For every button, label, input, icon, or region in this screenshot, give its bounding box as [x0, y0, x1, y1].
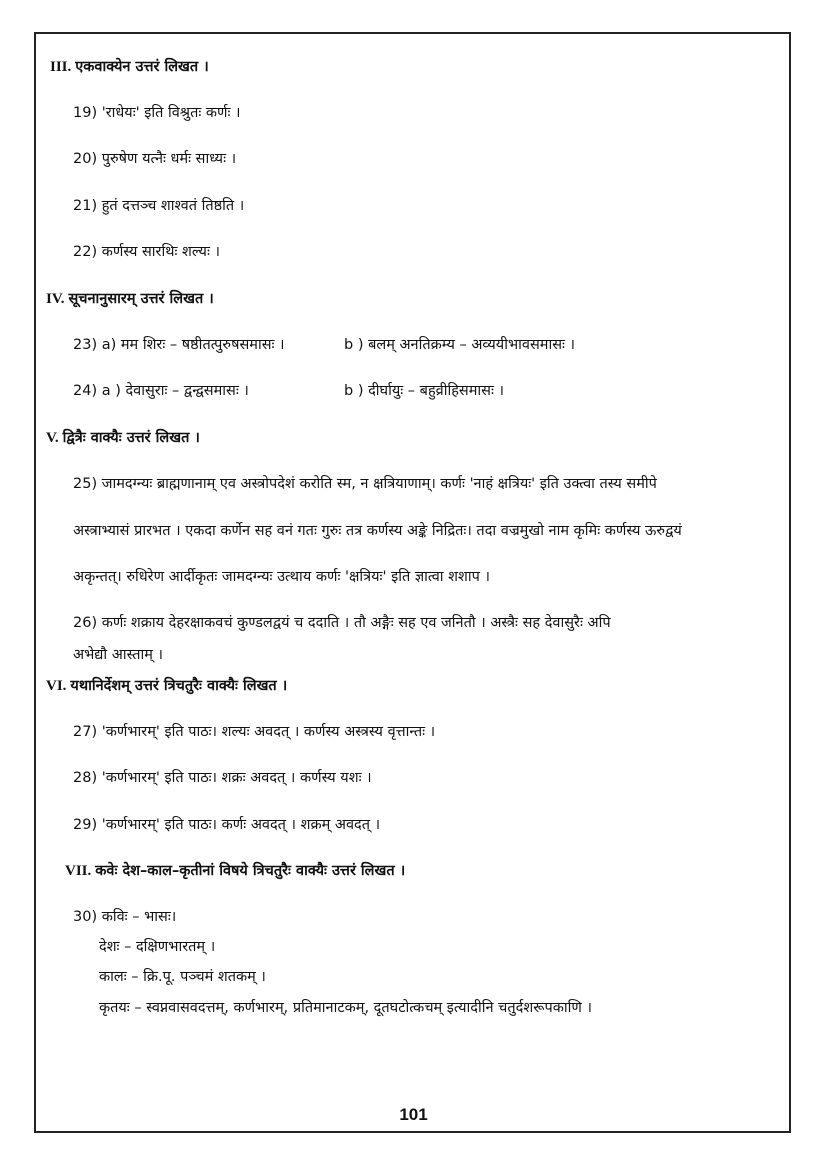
section-heading-vii	[65, 861, 405, 881]
answer-26-line-1: 26) कर्णः शक्राय देहरक्षाकवचं कुण्डलद्वयं च ददाति । तौ अङ्गैः सह एव जनितौ । अस्त्रैः सह देवासुरैः अपि	[73, 615, 611, 631]
section-number: VII.	[65, 863, 92, 879]
answer-29: 29) 'कर्णभारम्' इति पाठः। कर्णः अवदत् । शक्रम् अवदत् ।	[73, 817, 381, 833]
section-number: VI.	[46, 678, 67, 694]
answer-20: 20) पुरुषेण यत्नैः धर्मः साध्यः ।	[73, 151, 237, 167]
section-title: यथानिर्देशम् उत्तरं त्रिचतुरैः वाक्यैः लिखत ।	[70, 678, 288, 694]
section-heading-vi	[46, 676, 287, 696]
answer-28: 28) 'कर्णभारम्' इति पाठः। शक्रः अवदत् । कर्णस्य यशः ।	[73, 770, 372, 786]
answer-25-line-1: 25) जामदग्न्यः ब्राह्मणानाम् एव अस्त्रोपदेशं करोति स्म, न क्षत्रियाणाम्। कर्णः 'नाहं क्षत्रियः' इति उक्त्वा तस्य समीपे	[73, 476, 657, 492]
answer-23b: b ) बलम् अनतिक्रम्य – अव्ययीभावसमासः ।	[344, 337, 576, 353]
answer-25-line-2: अस्त्राभ्यासं प्रारभत । एकदा कर्णेन सह वनं गतः गुरुः तत्र कर्णस्य अङ्के निद्रितः। तदा वज्रमुखो नाम कृमिः कर्णस्य ऊरुद्वयं	[73, 523, 682, 539]
answer-25-line-3: अकृन्तत्। रुधिरेण आर्दीकृतः जामदग्न्यः उत्थाय कर्णः 'क्षत्रियः' इति ज्ञात्वा शशाप ।	[73, 569, 490, 585]
answer-30-poet: 30) कविः – भासः।	[73, 909, 177, 925]
answer-30-period: कालः – क्रि.पू. पञ्चमं शतकम् ।	[99, 969, 266, 985]
answer-27: 27) 'कर्णभारम्' इति पाठः। शल्यः अवदत् । कर्णस्य अस्त्रस्य वृत्तान्तः ।	[73, 724, 436, 740]
answer-24a: 24) a ) देवासुराः – द्वन्द्वसमासः ।	[73, 383, 249, 399]
section-title: सूचनानुसारम् उत्तरं लिखत ।	[68, 291, 214, 307]
page-number: 101	[399, 1105, 428, 1124]
answer-24b: b ) दीर्घायुः – बहुव्रीहिसमासः ।	[344, 383, 504, 399]
section-title: द्वित्रैः वाक्यैः उत्तरं लिखत ।	[62, 430, 200, 446]
section-title: एकवाक्येन उत्तरं लिखत ।	[75, 59, 209, 75]
answer-21: 21) हुतं दत्तञ्च शाश्वतं तिष्ठति ।	[73, 198, 245, 214]
section-heading-iv	[46, 289, 214, 309]
section-number: IV.	[46, 291, 65, 307]
answer-30-works: कृतयः – स्वप्नवासवदत्तम्, कर्णभारम्, प्रतिमानाटकम्, दूतघटोत्कचम् इत्यादीनि चतुर्दशरूपकाणि ।	[99, 1000, 592, 1016]
answer-19: 19) 'राधेयः' इति विश्रुतः कर्णः ।	[73, 105, 241, 121]
answer-30-place: देशः – दक्षिणभारतम् ।	[99, 939, 216, 955]
section-heading-v	[46, 428, 200, 448]
section-title: कवेः देश–काल–कृतीनां विषये त्रिचतुरैः वाक्यैः उत्तरं लिखत ।	[95, 863, 406, 879]
answer-23a: 23) a) मम शिरः – षष्ठीतत्पुरुषसमासः ।	[73, 337, 285, 353]
section-heading-iii	[50, 57, 209, 77]
answer-22: 22) कर्णस्य सारथिः शल्यः ।	[73, 244, 220, 260]
section-number: V.	[46, 430, 59, 446]
answer-26-line-2: अभेद्यौ आस्ताम् ।	[73, 647, 164, 663]
section-number: III.	[50, 59, 72, 75]
